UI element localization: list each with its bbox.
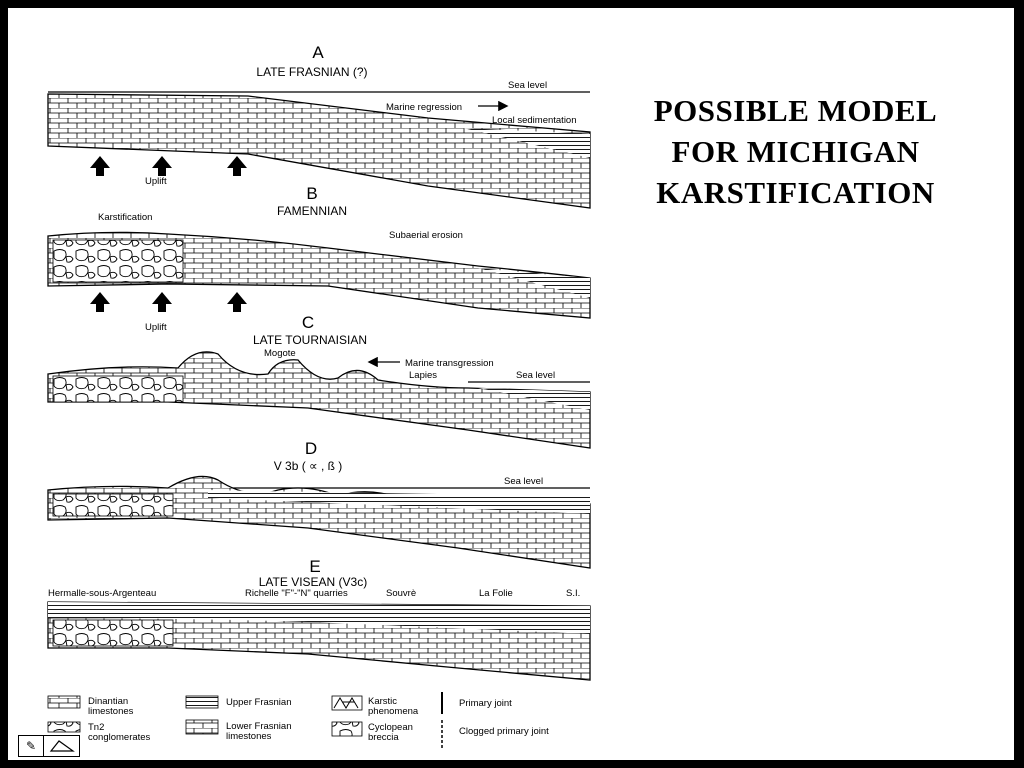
panel-c bbox=[48, 313, 590, 448]
panel-e bbox=[48, 557, 590, 680]
panel-e-location-3: Souvrè bbox=[386, 588, 417, 599]
legend-clogged-joint: Clogged primary joint bbox=[459, 726, 549, 737]
legend-cyclopean-2: breccia bbox=[368, 732, 399, 743]
uplift-arrow-icon bbox=[227, 292, 247, 312]
panel-c-sea-level: Sea level bbox=[516, 370, 556, 381]
legend-swatch-tn2 bbox=[48, 722, 80, 732]
title-line-1: POSSIBLE MODEL bbox=[653, 93, 938, 128]
uplift-arrow-icon bbox=[90, 292, 110, 312]
panel-e-location-2: Richelle "F"-"N" quarries bbox=[245, 588, 348, 599]
panel-b-uplift-label: Uplift bbox=[145, 322, 167, 333]
legend-dinantian-1: Dinantian bbox=[88, 696, 129, 707]
panel-b-age: FAMENNIAN bbox=[276, 204, 348, 218]
legend bbox=[48, 692, 549, 748]
panel-c-age: LATE TOURNAISIAN bbox=[252, 333, 368, 347]
title-line-3: KARSTIFICATION bbox=[656, 175, 935, 210]
legend-primary-joint: Primary joint bbox=[459, 698, 512, 709]
legend-upper-frasnian: Upper Frasnian bbox=[226, 697, 292, 708]
legend-tn2-1: Tn2 bbox=[88, 722, 105, 733]
panel-a-letter: A bbox=[312, 43, 324, 62]
legend-swatch-upper-frasnian bbox=[186, 696, 218, 708]
panel-e-letter: E bbox=[309, 557, 321, 576]
legend-swatch-dinantian bbox=[48, 696, 80, 708]
legend-swatch-cyclopean bbox=[332, 722, 362, 736]
legend-lower-frasnian-2: limestones bbox=[226, 731, 272, 742]
panel-b bbox=[48, 184, 590, 333]
panel-b-subaerial-label: Subaerial erosion bbox=[389, 230, 463, 241]
panel-e-location-4: La Folie bbox=[479, 588, 513, 599]
legend-swatch-lower-frasnian bbox=[186, 720, 218, 734]
panel-a-age: LATE FRASNIAN (?) bbox=[256, 65, 368, 79]
karstification-diagram bbox=[8, 8, 608, 760]
triangle-icon[interactable] bbox=[44, 736, 79, 756]
uplift-arrow-icon bbox=[90, 156, 110, 176]
panel-c-lapies-label: Lapies bbox=[409, 370, 437, 381]
slide bbox=[8, 8, 1014, 760]
legend-dinantian-2: limestones bbox=[88, 706, 134, 717]
panel-a-regression-label: Marine regression bbox=[386, 102, 463, 113]
panel-a-sea-level: Sea level bbox=[508, 80, 548, 91]
panel-c-letter: C bbox=[301, 313, 315, 332]
panel-b-letter: B bbox=[306, 184, 318, 203]
slide-title bbox=[623, 90, 968, 213]
legend-karstic-2: phenomena bbox=[368, 706, 419, 717]
panel-a-uplift-label: Uplift bbox=[145, 176, 167, 187]
panel-e-age: LATE VISEAN (V3c) bbox=[258, 575, 368, 589]
pencil-icon[interactable]: ✎ bbox=[19, 736, 44, 756]
uplift-arrow-icon bbox=[152, 156, 172, 176]
uplift-arrow-icon bbox=[227, 156, 247, 176]
slide-nav-widget bbox=[18, 735, 80, 757]
legend-tn2-2: conglomerates bbox=[88, 732, 151, 743]
panel-a bbox=[48, 43, 590, 208]
panel-e-location-1: Hermalle-sous-Argenteau bbox=[48, 588, 157, 599]
title-line-2: FOR MICHIGAN bbox=[671, 134, 920, 169]
panel-c-mogote-label: Mogote bbox=[264, 348, 296, 359]
legend-cyclopean-1: Cyclopean bbox=[368, 722, 413, 733]
legend-lower-frasnian-1: Lower Frasnian bbox=[226, 721, 292, 732]
uplift-arrow-icon bbox=[152, 292, 172, 312]
panel-d-sea-level: Sea level bbox=[504, 476, 544, 487]
panel-d bbox=[48, 439, 590, 568]
legend-karstic-1: Karstic bbox=[368, 696, 398, 707]
panel-d-age: V 3b ( ∝ , ß ) bbox=[273, 459, 343, 473]
panel-d-letter: D bbox=[304, 439, 318, 458]
panel-c-transgression-label: Marine transgression bbox=[405, 358, 494, 369]
panel-b-karst-label: Karstification bbox=[98, 212, 153, 223]
panel-a-local-sed-label: Local sedimentation bbox=[492, 115, 577, 126]
panel-e-location-5: S.I. bbox=[566, 588, 581, 599]
